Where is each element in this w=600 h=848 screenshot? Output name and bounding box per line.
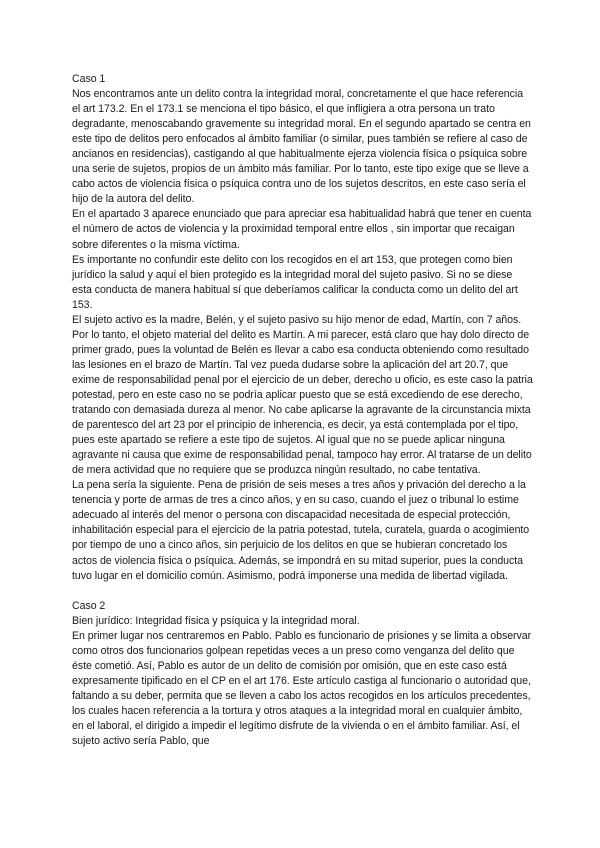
case-1-paragraph: Es importante no confundir este delito con los recogidos en el art 153, que protegen como bien jurídico la salud y aquí el bien protegido es la integridad moral del sujeto pasivo. Si no se diese esta conducta de manera habitual sí que deberíamos calificar la conducta como un delito del art 153.	[72, 253, 518, 311]
case-1-paragraph: La pena sería la siguiente. Pena de prisión de seis meses a tres años y privación del derecho a la tenencia y porte de armas de tres a cinco años, y en su caso, cuando el juez o tribunal lo estime adecuado al interés del menor o persona con discapacidad necesitada de especial protección, inhabilitación especial para el ejercicio de la patria potestad, tutela, curatela, guarda o acogimiento por tiempo de uno a cinco años, sin perjuicio de los delitos en que se hubieran concretado los actos de violencia física o psíquica. Además, se impondrá en su mitad superior, pues la conducta tuvo lugar en el domicilio común. Asimismo, podrá imponerse una medida de libertad vigilada.	[72, 479, 530, 582]
case-1-paragraph: El sujeto activo es la madre, Belén, y el sujeto pasivo su hijo menor de edad, Martín, con 7 años. Por lo tanto, el objeto material del delito es Martín. A mi parecer, está claro que hay dolo directo de primer grado, pues la voluntad de Belén es llevar a cabo esa conducta obteniendo como resultado las lesiones en el brazo de Martín. Tal vez pueda dudarse sobre la aplicación del art 20.7, que exime de responsabilidad penal por el ejercicio de un deber, derecho u oficio, es este caso la patria potestad, pero en este caso no se podría aplicar puesto que se está excediendo de ese derecho, tratando con demasiada dureza al menor. No cabe aplicarse la agravante de la circunstancia mixta de parentesco del art 23 por el principio de inherencia, es decir, ya está contemplada por el tipo, pues este apartado se refiere a este tipo de sujetos. Al igual que no se puede aplicar ninguna agravante ni causa que exime de responsabilidad penal, tampoco hay error. Al tratarse de un delito de mera actividad que no requiere que se produzca ningún resultado, no cabe tentativa.	[72, 313, 533, 477]
case-2-paragraph: Bien jurídico: Integridad física y psíquica y la integridad moral.	[72, 614, 360, 627]
document-body	[72, 72, 534, 749]
case-1-paragraph: Nos encontramos ante un delito contra la integridad moral, concretamente el que hace referencia el art 173.2. En el 173.1 se menciona el tipo básico, el que infligiera a otra persona un trato degradante, menoscabando gravemente su integridad moral. En el segundo apartado se centra en este tipo de delitos pero enfocados al ámbito familiar (o similar, pues también se refiere al caso de ancianos en residencias), castigando al que habitualmente ejerza violencia física o psíquica sobre una serie de sujetos, propios de un ámbito más familiar. Por lo tanto, este tipo exige que se lleve a cabo actos de violencia física o psíquica contra uno de los sujetos descritos, en este caso sería el hijo de la autora del delito.	[72, 88, 531, 206]
case-2-paragraph: En primer lugar nos centraremos en Pablo. Pablo es funcionario de prisiones y se limita a observar como otros dos funcionarios golpean repetidas veces a un preso como venganza del delito que éste cometió. Así, Pablo es autor de un delito de comisión por omisión, que en este caso está expresamente tipificado en el CP en el art 176. Este artículo castiga al funcionario o autoridad que, faltando a su deber, permita que se lleven a cabo los actos recogidos en los artículos precedentes, los cuales hacen referencia a la tortura y otros ataques a la integridad moral en cualquier ámbito, en el laboral, el dirigido a impedir el legítimo disfrute de la vivienda o en el ámbito familiar. Así, el sujeto activo sería Pablo, que	[72, 629, 532, 748]
section-spacer	[72, 584, 534, 599]
case-2-heading: Caso 2	[72, 599, 106, 612]
case-1-heading: Caso 1	[72, 73, 106, 85]
case-1-paragraph: En el apartado 3 aparece enunciado que para apreciar esa habitualidad habrá que tener en cuenta el número de actos de violencia y la proximidad temporal entre ellos , sin importar que recaigan sobre diferentes o la misma víctima.	[72, 208, 532, 251]
